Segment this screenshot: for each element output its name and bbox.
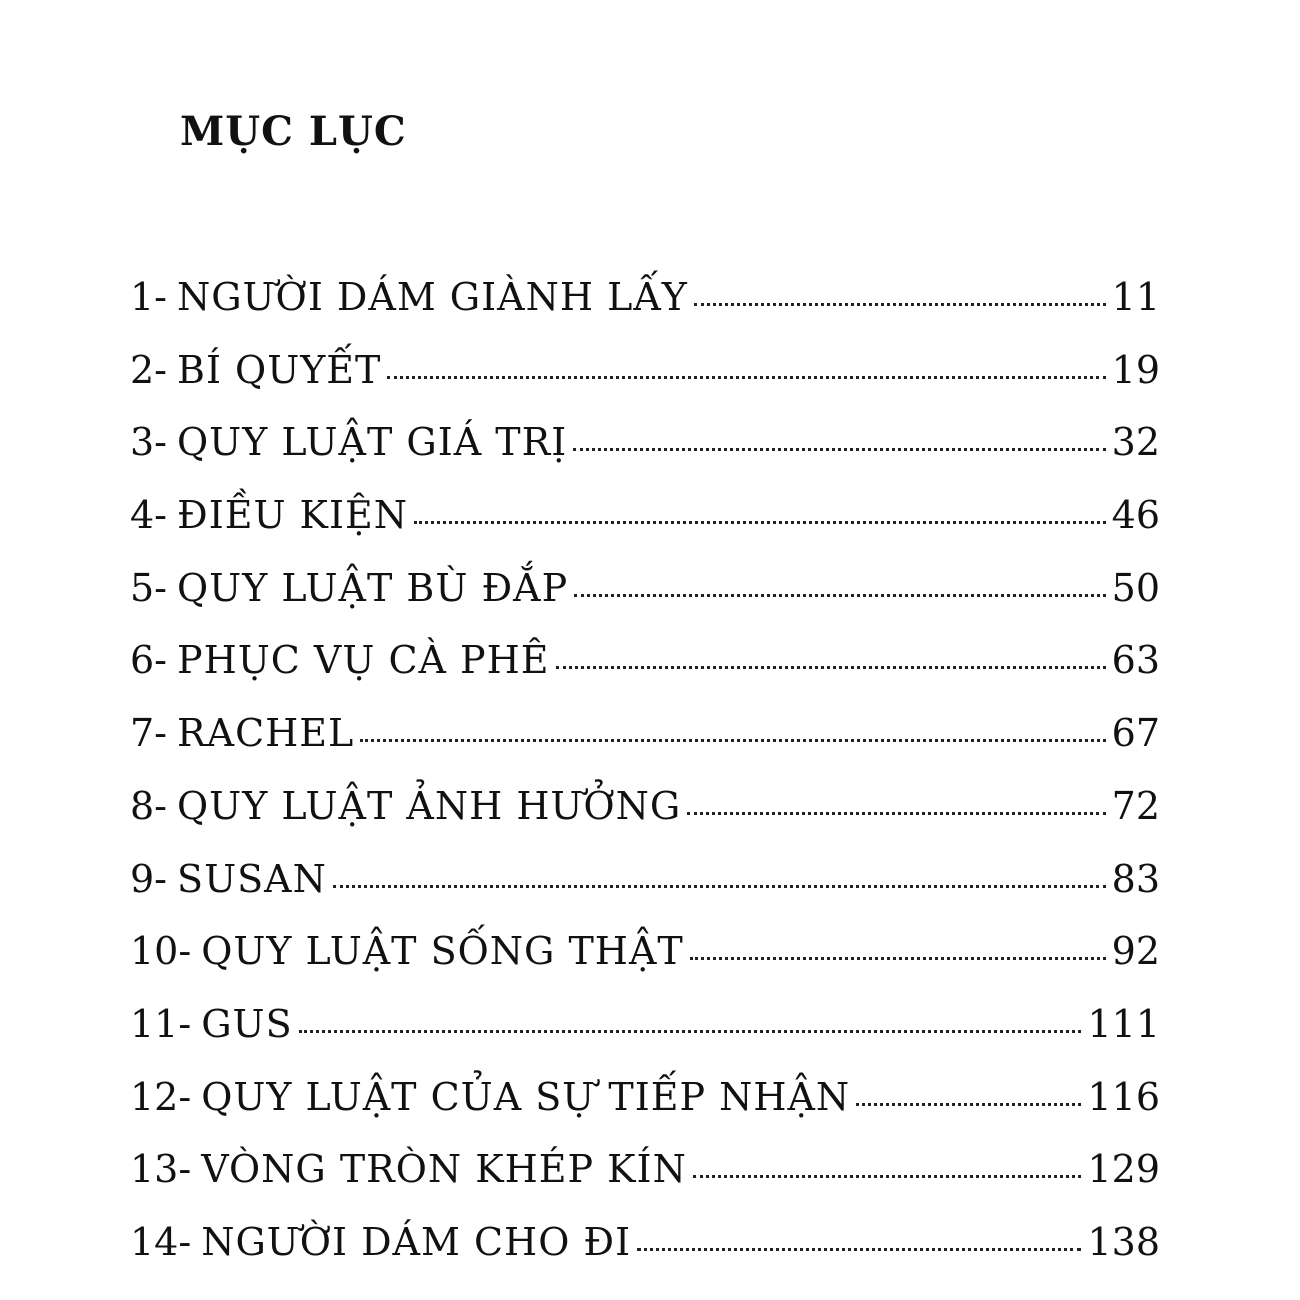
- dot-leader: [637, 1248, 1081, 1251]
- toc-entry: [130, 929, 1160, 1005]
- toc-entry: [130, 783, 1160, 860]
- toc-entry: [130, 1001, 1160, 1078]
- toc-entry: [130, 493, 1160, 569]
- entry-page-number: 50: [1111, 565, 1160, 610]
- dot-leader: [414, 521, 1106, 524]
- toc-entry: [130, 275, 1160, 351]
- entry-number: 2-: [130, 347, 168, 392]
- entry-title: QUY LUẬT SỐNG THẬT: [201, 929, 684, 974]
- entry-page-number: 92: [1111, 929, 1160, 974]
- dot-leader: [360, 739, 1105, 742]
- entry-title: RACHEL: [177, 711, 355, 756]
- entry-title: VÒNG TRÒN KHÉP KÍN: [201, 1147, 687, 1192]
- dot-leader: [693, 1175, 1082, 1178]
- toc-entry: [130, 347, 1160, 424]
- entry-page-number: 129: [1087, 1147, 1160, 1192]
- entry-title: ĐIỀU KIỆN: [177, 493, 408, 538]
- entry-title: BÍ QUYẾT: [177, 347, 382, 392]
- entry-title: QUY LUẬT BÙ ĐẮP: [177, 565, 569, 610]
- dot-leader: [556, 666, 1106, 669]
- entry-title: NGƯỜI DÁM GIÀNH LẤY: [177, 275, 688, 319]
- entry-number: 14-: [130, 1219, 192, 1264]
- entry-title: SUSAN: [177, 856, 327, 901]
- entry-page-number: 46: [1111, 493, 1160, 538]
- entry-title: GUS: [201, 1001, 293, 1046]
- entry-page-number: 67: [1111, 711, 1160, 756]
- toc-entry: [130, 420, 1160, 496]
- entry-number: 5-: [130, 565, 168, 610]
- dot-leader: [573, 448, 1105, 451]
- entry-number: 11-: [130, 1001, 192, 1046]
- entry-page-number: 72: [1111, 783, 1160, 828]
- table-of-contents: [130, 275, 1160, 1296]
- entry-page-number: 116: [1087, 1074, 1160, 1119]
- dot-leader: [387, 376, 1105, 379]
- entry-number: 1-: [130, 275, 168, 319]
- dot-leader: [690, 957, 1106, 960]
- entry-page-number: 83: [1111, 856, 1160, 901]
- entry-number: 7-: [130, 711, 168, 756]
- toc-entry: [130, 1219, 1160, 1296]
- entry-number: 6-: [130, 638, 168, 683]
- dot-leader: [574, 594, 1106, 597]
- toc-entry: [130, 1074, 1160, 1151]
- dot-leader: [333, 885, 1106, 888]
- toc-entry: [130, 565, 1160, 642]
- entry-number: 4-: [130, 493, 168, 538]
- dot-leader: [299, 1030, 1082, 1033]
- dot-leader: [856, 1103, 1081, 1106]
- entry-page-number: 63: [1111, 638, 1160, 683]
- toc-entry: [130, 856, 1160, 933]
- entry-number: 12-: [130, 1074, 192, 1119]
- entry-page-number: 32: [1111, 420, 1160, 465]
- entry-page-number: 138: [1087, 1219, 1160, 1264]
- entry-title: QUY LUẬT ẢNH HƯỞNG: [177, 783, 682, 828]
- toc-entry: [130, 638, 1160, 714]
- entry-title: QUY LUẬT GIÁ TRỊ: [177, 420, 568, 465]
- entry-number: 9-: [130, 856, 168, 901]
- toc-entry: [130, 711, 1160, 787]
- entry-page-number: 19: [1111, 347, 1160, 392]
- entry-title: QUY LUẬT CỦA SỰ TIẾP NHẬN: [201, 1074, 851, 1119]
- entry-title: PHỤC VỤ CÀ PHÊ: [177, 638, 550, 683]
- entry-number: 13-: [130, 1147, 192, 1192]
- toc-entry: [130, 1147, 1160, 1223]
- entry-number: 10-: [130, 929, 192, 974]
- entry-number: 3-: [130, 420, 168, 465]
- entry-page-number: 11: [1111, 275, 1160, 319]
- entry-page-number: 111: [1087, 1001, 1160, 1046]
- dot-leader: [694, 303, 1106, 306]
- page-title: MỤC LỤC: [180, 108, 407, 155]
- dot-leader: [687, 812, 1105, 815]
- entry-number: 8-: [130, 783, 168, 828]
- entry-title: NGƯỜI DÁM CHO ĐI: [201, 1219, 632, 1264]
